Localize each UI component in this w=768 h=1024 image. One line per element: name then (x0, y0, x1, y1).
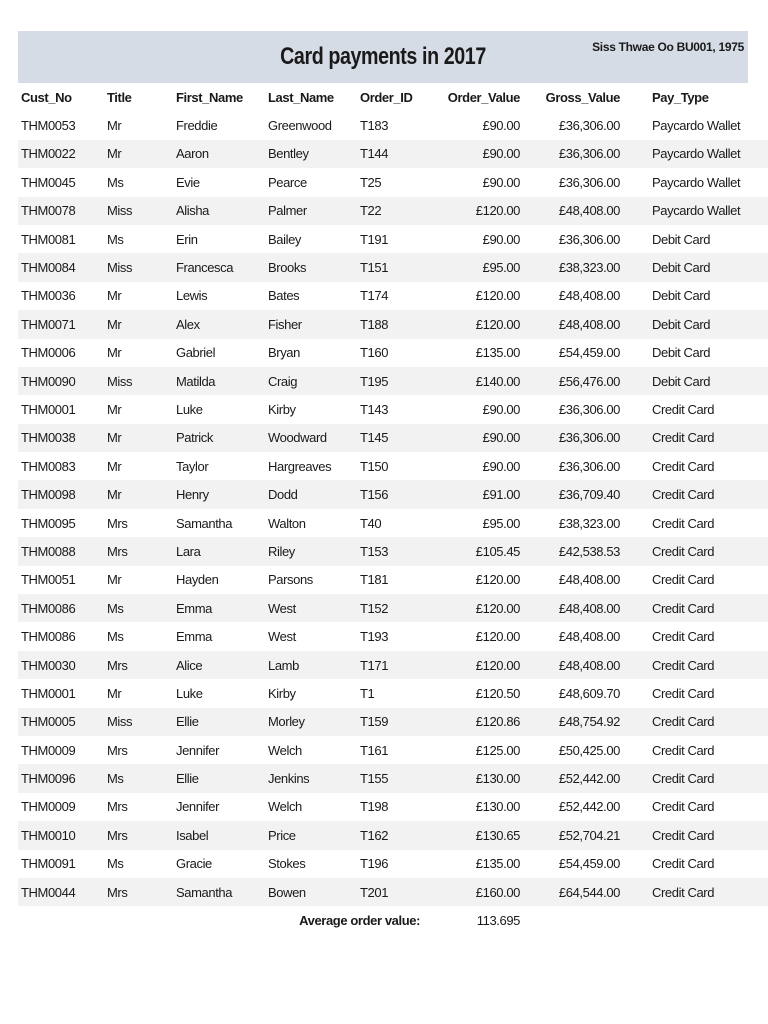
cell-first-name[interactable]: Ellie (176, 764, 268, 792)
cell-order-value[interactable]: £120.00 (430, 310, 520, 338)
header-row (18, 83, 768, 111)
cell-title[interactable]: Miss (107, 708, 176, 736)
cell-first-name[interactable]: Alisha (176, 197, 268, 225)
cell-first-name[interactable]: Jennifer (176, 799, 220, 815)
cell-gross-value[interactable]: £36,306.00 (558, 174, 620, 190)
cell-last-name[interactable]: West (268, 629, 296, 645)
cell-cust-no[interactable]: THM0053 (21, 118, 76, 134)
cell-first-name[interactable]: Aaron (176, 140, 268, 168)
cell-pay-type[interactable]: Debit Card (620, 253, 768, 281)
cell-last-name[interactable]: Kirby (268, 685, 296, 701)
author-label: Siss Thwae Oo BU001, 1975 (592, 40, 744, 54)
cell-title[interactable]: Mr (107, 685, 122, 701)
cell-pay-type[interactable]: Debit Card (620, 310, 768, 338)
cell-gross-value[interactable]: £48,408.00 (558, 629, 620, 645)
cell-order-value[interactable]: £120.00 (475, 629, 520, 645)
cell-first-name[interactable]: Hayden (176, 572, 219, 588)
cell-order-value[interactable]: £95.00 (482, 515, 520, 531)
cell-cust-no[interactable]: THM0090 (18, 367, 107, 395)
table-row (18, 282, 768, 310)
cell-gross-value[interactable]: £36,306.00 (558, 458, 620, 474)
cell-order-id[interactable]: T174 (360, 288, 389, 304)
cell-order-id[interactable]: T1 (360, 685, 375, 701)
col-header-pay-type[interactable]: Pay_Type (652, 89, 709, 105)
cell-order-value[interactable]: £130.00 (430, 764, 520, 792)
cell-order-id[interactable]: T188 (360, 310, 430, 338)
cell-pay-type[interactable]: Credit Card (652, 515, 715, 531)
cell-last-name[interactable]: Stokes (268, 856, 306, 872)
table-body (18, 111, 768, 906)
table-row (18, 793, 768, 821)
cell-pay-type[interactable]: Credit Card (620, 594, 768, 622)
cell-order-value[interactable]: £91.00 (430, 480, 520, 508)
cell-title[interactable]: Mrs (107, 515, 128, 531)
cell-first-name[interactable]: Erin (176, 231, 198, 247)
cell-cust-no[interactable]: THM0038 (18, 424, 107, 452)
cell-gross-value[interactable]: £36,306.00 (520, 424, 620, 452)
table-row (18, 878, 768, 906)
cell-gross-value[interactable]: £36,306.00 (558, 231, 620, 247)
cell-cust-no[interactable]: THM0071 (18, 310, 107, 338)
cell-gross-value[interactable]: £48,408.00 (520, 651, 620, 679)
col-header-order-value[interactable]: Order_Value (447, 89, 520, 105)
cell-gross-value[interactable]: £52,704.21 (520, 821, 620, 849)
cell-first-name[interactable]: Samantha (176, 515, 233, 531)
cell-order-id[interactable]: T143 (360, 401, 389, 417)
cell-first-name[interactable]: Lara (176, 537, 268, 565)
cell-cust-no[interactable]: THM0084 (18, 253, 107, 281)
cell-title[interactable]: Mrs (107, 799, 128, 815)
cell-title[interactable]: Mrs (107, 742, 128, 758)
cell-last-name[interactable]: Pearce (268, 174, 307, 190)
cell-first-name[interactable]: Evie (176, 174, 200, 190)
title-band (18, 31, 748, 83)
cell-last-name[interactable]: Hargreaves (268, 458, 332, 474)
cell-order-id[interactable]: T201 (360, 878, 430, 906)
cell-order-id[interactable]: T151 (360, 253, 430, 281)
cell-order-id[interactable]: T156 (360, 480, 430, 508)
cell-title[interactable]: Ms (107, 174, 124, 190)
col-header-order-id[interactable]: Order_ID (360, 89, 413, 105)
cell-order-value[interactable]: £130.65 (430, 821, 520, 849)
cell-last-name[interactable]: Bentley (268, 140, 360, 168)
cell-first-name[interactable]: Ellie (176, 708, 268, 736)
cell-last-name[interactable]: Bryan (268, 345, 300, 361)
cell-gross-value[interactable]: £38,323.00 (520, 253, 620, 281)
cell-pay-type[interactable]: Credit Card (620, 480, 768, 508)
cell-cust-no[interactable]: THM0083 (21, 458, 76, 474)
cell-pay-type[interactable]: Credit Card (620, 764, 768, 792)
cell-order-id[interactable]: T183 (360, 118, 389, 134)
cell-order-id[interactable]: T193 (360, 629, 389, 645)
cell-pay-type[interactable]: Paycardo Wallet (620, 197, 768, 225)
cell-gross-value[interactable]: £38,323.00 (558, 515, 620, 531)
cell-order-value[interactable]: £135.00 (475, 345, 520, 361)
cell-order-value[interactable]: £90.00 (482, 231, 520, 247)
cell-order-value[interactable]: £120.50 (475, 685, 520, 701)
table-row (18, 850, 768, 878)
cell-last-name[interactable]: Palmer (268, 197, 360, 225)
cell-last-name[interactable]: Brooks (268, 253, 360, 281)
cell-title[interactable]: Ms (107, 629, 124, 645)
cell-title[interactable]: Ms (107, 231, 124, 247)
cell-order-value[interactable]: £90.00 (430, 424, 520, 452)
cell-cust-no[interactable]: THM0091 (21, 856, 76, 872)
cell-title[interactable]: Mr (107, 118, 122, 134)
cell-pay-type[interactable]: Credit Card (652, 458, 715, 474)
cell-cust-no[interactable]: THM0010 (18, 821, 107, 849)
table-row (18, 594, 768, 622)
cell-cust-no[interactable]: THM0030 (18, 651, 107, 679)
cell-title[interactable]: Ms (107, 594, 176, 622)
cell-order-id[interactable]: T160 (360, 345, 389, 361)
cell-gross-value[interactable]: £56,476.00 (520, 367, 620, 395)
table-row (18, 339, 768, 367)
cell-first-name[interactable]: Gracie (176, 856, 212, 872)
cell-cust-no[interactable]: THM0078 (18, 197, 107, 225)
cell-last-name[interactable]: Walton (268, 515, 306, 531)
cell-last-name[interactable]: Greenwood (268, 118, 332, 134)
cell-pay-type[interactable]: Credit Card (652, 856, 715, 872)
cell-last-name[interactable]: Parsons (268, 572, 313, 588)
spreadsheet (18, 31, 748, 935)
cell-pay-type[interactable]: Debit Card (652, 231, 711, 247)
cell-order-value[interactable]: £135.00 (475, 856, 520, 872)
cell-order-value[interactable]: £90.00 (482, 401, 520, 417)
cell-cust-no[interactable]: THM0009 (21, 799, 76, 815)
cell-order-id[interactable]: T144 (360, 140, 430, 168)
table-row (18, 537, 768, 565)
cell-order-id[interactable]: T162 (360, 821, 430, 849)
cell-cust-no[interactable]: THM0005 (18, 708, 107, 736)
cell-pay-type[interactable]: Credit Card (652, 685, 715, 701)
cell-last-name[interactable]: West (268, 594, 360, 622)
cell-order-id[interactable]: T198 (360, 799, 389, 815)
cell-gross-value[interactable]: £48,408.00 (558, 288, 620, 304)
table-row (18, 509, 768, 537)
cell-last-name[interactable]: Morley (268, 708, 360, 736)
cell-gross-value[interactable]: £64,544.00 (520, 878, 620, 906)
cell-order-id[interactable]: T196 (360, 856, 389, 872)
cell-last-name[interactable]: Bailey (268, 231, 302, 247)
cell-title[interactable]: Ms (107, 764, 176, 792)
cell-pay-type[interactable]: Debit Card (620, 367, 768, 395)
payments-table (18, 83, 768, 935)
table-row (18, 708, 768, 736)
cell-pay-type[interactable]: Credit Card (620, 708, 768, 736)
col-header-gross-value[interactable]: Gross_Value (545, 89, 620, 105)
table-row (18, 140, 768, 168)
cell-order-value[interactable]: £90.00 (430, 140, 520, 168)
cell-first-name[interactable]: Francesca (176, 253, 268, 281)
cell-title[interactable]: Mr (107, 572, 122, 588)
cell-first-name[interactable]: Emma (176, 629, 212, 645)
summary-row (18, 906, 768, 934)
cell-first-name[interactable]: Isabel (176, 821, 268, 849)
cell-first-name[interactable]: Luke (176, 685, 203, 701)
cell-cust-no[interactable]: THM0045 (21, 174, 76, 190)
cell-last-name[interactable]: Bates (268, 288, 300, 304)
col-header-title[interactable]: Title (107, 89, 132, 105)
cell-title[interactable]: Mr (107, 458, 122, 474)
cell-order-value[interactable]: £120.00 (475, 572, 520, 588)
cell-title[interactable]: Miss (107, 197, 176, 225)
cell-pay-type[interactable]: Paycardo Wallet (652, 174, 741, 190)
cell-first-name[interactable]: Alex (176, 310, 268, 338)
table-row (18, 367, 768, 395)
cell-cust-no[interactable]: THM0081 (21, 231, 76, 247)
cell-pay-type[interactable]: Credit Card (620, 537, 768, 565)
cell-gross-value[interactable]: £50,425.00 (558, 742, 620, 758)
cell-cust-no[interactable]: THM0036 (21, 288, 76, 304)
cell-gross-value[interactable]: £36,709.40 (520, 480, 620, 508)
cell-order-value[interactable]: £120.86 (430, 708, 520, 736)
col-header-first-name[interactable]: First_Name (176, 89, 243, 105)
cell-order-id[interactable]: T40 (360, 515, 382, 531)
cell-pay-type[interactable]: Credit Card (652, 799, 715, 815)
cell-pay-type[interactable]: Credit Card (620, 424, 768, 452)
table-row (18, 225, 768, 253)
cell-pay-type[interactable]: Credit Card (620, 821, 768, 849)
cell-first-name[interactable]: Freddie (176, 118, 218, 134)
cell-order-id[interactable]: T22 (360, 197, 430, 225)
cell-gross-value[interactable]: £48,408.00 (520, 594, 620, 622)
cell-last-name[interactable]: Jenkins (268, 764, 360, 792)
cell-order-value[interactable]: £120.00 (475, 288, 520, 304)
table-row (18, 310, 768, 338)
cell-first-name[interactable]: Henry (176, 480, 268, 508)
cell-first-name[interactable]: Lewis (176, 288, 208, 304)
cell-title[interactable]: Miss (107, 253, 176, 281)
cell-order-value[interactable]: £95.00 (430, 253, 520, 281)
cell-pay-type[interactable]: Credit Card (652, 401, 715, 417)
cell-cust-no[interactable]: THM0006 (21, 345, 76, 361)
cell-gross-value[interactable]: £52,442.00 (520, 764, 620, 792)
cell-pay-type[interactable]: Credit Card (652, 572, 715, 588)
table-row (18, 424, 768, 452)
cell-title[interactable]: Mr (107, 480, 176, 508)
cell-title[interactable]: Mr (107, 288, 122, 304)
col-header-last-name[interactable]: Last_Name (268, 89, 334, 105)
cell-order-id[interactable]: T159 (360, 708, 430, 736)
table-row (18, 253, 768, 281)
cell-last-name[interactable]: Dodd (268, 480, 360, 508)
cell-cust-no[interactable]: THM0095 (21, 515, 76, 531)
page-title: Card payments in 2017 (280, 43, 486, 70)
cell-first-name[interactable]: Samantha (176, 878, 268, 906)
cell-gross-value[interactable]: £36,306.00 (520, 140, 620, 168)
cell-last-name[interactable]: Welch (268, 742, 302, 758)
cell-cust-no[interactable]: THM0086 (21, 629, 76, 645)
cell-title[interactable]: Mrs (107, 878, 176, 906)
cell-first-name[interactable]: Patrick (176, 424, 268, 452)
cell-gross-value[interactable]: £48,408.00 (558, 572, 620, 588)
cell-gross-value[interactable]: £54,459.00 (558, 856, 620, 872)
cell-first-name[interactable]: Matilda (176, 367, 268, 395)
cell-cust-no[interactable]: THM0051 (21, 572, 76, 588)
cell-pay-type[interactable]: Credit Card (620, 651, 768, 679)
table-row (18, 764, 768, 792)
table-row (18, 452, 768, 480)
cell-gross-value[interactable]: £42,538.53 (520, 537, 620, 565)
cell-last-name[interactable]: Bowen (268, 878, 360, 906)
cell-order-id[interactable]: T155 (360, 764, 430, 792)
cell-last-name[interactable]: Craig (268, 367, 360, 395)
cell-gross-value[interactable]: £48,408.00 (520, 310, 620, 338)
cell-gross-value[interactable]: £36,306.00 (558, 118, 620, 134)
cell-last-name[interactable]: Fisher (268, 310, 360, 338)
cell-order-id[interactable]: T145 (360, 424, 430, 452)
cell-title[interactable]: Mrs (107, 651, 176, 679)
cell-order-value[interactable]: £120.00 (430, 594, 520, 622)
table-row (18, 197, 768, 225)
average-label: Average order value: (18, 906, 430, 934)
table-row (18, 736, 768, 764)
cell-order-value[interactable]: £120.00 (430, 651, 520, 679)
cell-first-name[interactable]: Emma (176, 594, 268, 622)
cell-first-name[interactable]: Taylor (176, 458, 209, 474)
cell-cust-no[interactable]: THM0009 (21, 742, 76, 758)
cell-pay-type[interactable]: Credit Card (652, 629, 715, 645)
cell-title[interactable]: Mrs (107, 537, 176, 565)
cell-pay-type[interactable]: Paycardo Wallet (620, 140, 768, 168)
cell-title[interactable]: Ms (107, 856, 124, 872)
cell-order-value[interactable]: £90.00 (482, 458, 520, 474)
cell-gross-value[interactable]: £54,459.00 (558, 345, 620, 361)
cell-order-value[interactable]: £140.00 (430, 367, 520, 395)
cell-title[interactable]: Mr (107, 401, 122, 417)
table-row (18, 651, 768, 679)
cell-order-id[interactable]: T191 (360, 231, 389, 247)
cell-title[interactable]: Mr (107, 310, 176, 338)
table-row (18, 111, 768, 139)
cell-order-id[interactable]: T150 (360, 458, 389, 474)
cell-order-value[interactable]: £130.00 (475, 799, 520, 815)
cell-cust-no[interactable]: THM0001 (21, 685, 76, 701)
cell-pay-type[interactable]: Debit Card (652, 345, 711, 361)
cell-order-value[interactable]: £125.00 (475, 742, 520, 758)
cell-cust-no[interactable]: THM0096 (18, 764, 107, 792)
cell-first-name[interactable]: Alice (176, 651, 268, 679)
cell-cust-no[interactable]: THM0098 (18, 480, 107, 508)
cell-order-value[interactable]: £120.00 (430, 197, 520, 225)
cell-order-value[interactable]: £90.00 (482, 118, 520, 134)
cell-last-name[interactable]: Woodward (268, 424, 360, 452)
cell-first-name[interactable]: Luke (176, 401, 203, 417)
cell-title[interactable]: Miss (107, 367, 176, 395)
cell-title[interactable]: Mrs (107, 821, 176, 849)
col-header-cust-no[interactable]: Cust_No (21, 89, 72, 105)
cell-first-name[interactable]: Gabriel (176, 345, 216, 361)
cell-cust-no[interactable]: THM0088 (18, 537, 107, 565)
cell-title[interactable]: Mr (107, 424, 176, 452)
cell-gross-value[interactable]: £52,442.00 (558, 799, 620, 815)
cell-cust-no[interactable]: THM0001 (21, 401, 76, 417)
table-row (18, 395, 768, 423)
cell-gross-value[interactable]: £48,408.00 (520, 197, 620, 225)
cell-order-id[interactable]: T161 (360, 742, 389, 758)
cell-gross-value[interactable]: £36,306.00 (558, 401, 620, 417)
table-row (18, 622, 768, 650)
cell-pay-type[interactable]: Credit Card (652, 742, 715, 758)
average-value[interactable]: 113.695 (430, 906, 520, 934)
cell-order-value[interactable]: £90.00 (482, 174, 520, 190)
cell-order-id[interactable]: T152 (360, 594, 430, 622)
table-row (18, 480, 768, 508)
cell-last-name[interactable]: Lamb (268, 651, 360, 679)
cell-pay-type[interactable]: Credit Card (620, 878, 768, 906)
cell-order-value[interactable]: £105.45 (430, 537, 520, 565)
cell-title[interactable]: Mr (107, 140, 176, 168)
cell-first-name[interactable]: Jennifer (176, 742, 220, 758)
cell-gross-value[interactable]: £48,609.70 (558, 685, 620, 701)
cell-cust-no[interactable]: THM0044 (18, 878, 107, 906)
cell-order-id[interactable]: T153 (360, 537, 430, 565)
cell-cust-no[interactable]: THM0022 (18, 140, 107, 168)
cell-last-name[interactable]: Kirby (268, 401, 296, 417)
cell-last-name[interactable]: Price (268, 821, 360, 849)
cell-order-id[interactable]: T171 (360, 651, 430, 679)
cell-cust-no[interactable]: THM0086 (18, 594, 107, 622)
cell-order-id[interactable]: T195 (360, 367, 430, 395)
table-row (18, 566, 768, 594)
table-row (18, 679, 768, 707)
cell-order-id[interactable]: T181 (360, 572, 389, 588)
cell-pay-type[interactable]: Paycardo Wallet (652, 118, 741, 134)
cell-title[interactable]: Mr (107, 345, 122, 361)
table-row (18, 168, 768, 196)
cell-last-name[interactable]: Riley (268, 537, 360, 565)
cell-order-value[interactable]: £160.00 (430, 878, 520, 906)
cell-order-id[interactable]: T25 (360, 174, 382, 190)
table-row (18, 821, 768, 849)
cell-pay-type[interactable]: Debit Card (652, 288, 711, 304)
cell-last-name[interactable]: Welch (268, 799, 302, 815)
cell-gross-value[interactable]: £48,754.92 (520, 708, 620, 736)
